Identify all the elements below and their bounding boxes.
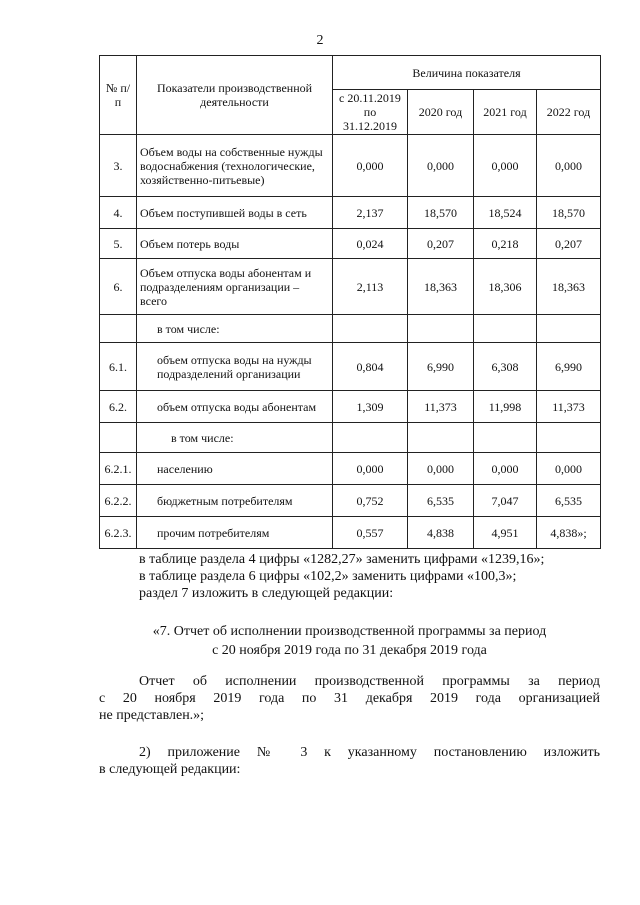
item-2-line: в следующей редакции: [99,762,241,777]
row-num: 6. [100,259,137,315]
row-value: 2,113 [333,259,408,315]
amendment-line: раздел 7 изложить в следующей редакции: [139,586,394,601]
table-row [100,517,601,549]
row-value: 6,308 [474,343,537,391]
row-value: 0,000 [537,135,601,197]
row-value: 1,309 [333,391,408,423]
row-value: 18,363 [408,259,474,315]
row-value [537,315,601,343]
row-label: Объем отпуска воды абонентам и подразделениям организации – всего [137,259,333,315]
row-value: 6,990 [537,343,601,391]
row-label: Объем поступившей воды в сеть [137,197,333,229]
production-indicators-table [99,55,601,549]
row-value: 0,024 [333,229,408,259]
page-number: 2 [316,33,324,48]
row-value: 11,373 [408,391,474,423]
row-value: 6,535 [537,485,601,517]
row-label: населению [137,453,333,485]
table-row [100,229,601,259]
row-value: 0,000 [333,135,408,197]
amendment-line: в таблице раздела 4 цифры «1282,27» заменить цифрами «1239,16»; [139,552,545,567]
header-col-2021: 2021 год [474,90,537,135]
item-2-paragraph [99,744,600,778]
header-col-2022: 2022 год [537,90,601,135]
header-value-group: Величина показателя [333,56,601,90]
row-value [333,423,408,453]
row-value: 0,000 [537,453,601,485]
section-7-title-line: «7. Отчет об исполнении производственной программы за период [152,624,547,639]
row-label: в том числе: [137,423,333,453]
table-row [100,423,601,453]
row-value [333,315,408,343]
header-num: № п/п [100,56,137,135]
header-col-period: с 20.11.2019 по 31.12.2019 [333,90,408,135]
row-label: в том числе: [137,315,333,343]
table-row [100,135,601,197]
section-7-body [99,673,600,724]
row-value: 18,363 [537,259,601,315]
row-value: 18,570 [537,197,601,229]
row-value: 2,137 [333,197,408,229]
section-7-body-line: Отчет об исполнении производственной программы за период [139,674,600,689]
header-col-2020: 2020 год [408,90,474,135]
row-value [537,423,601,453]
row-value: 4,951 [474,517,537,549]
row-value [474,315,537,343]
row-value: 0,207 [408,229,474,259]
row-label: объем отпуска воды абонентам [137,391,333,423]
row-num [100,423,137,453]
row-value: 0,557 [333,517,408,549]
row-value: 0,000 [474,135,537,197]
row-value: 0,752 [333,485,408,517]
row-num: 6.2.1. [100,453,137,485]
row-value: 4,838 [408,517,474,549]
table-row [100,391,601,423]
row-num: 6.2.3. [100,517,137,549]
header-indicator: Показатели производственной деятельности [137,56,333,135]
table-row [100,197,601,229]
section-7-body-line: с 20 ноября 2019 года по 31 декабря 2019 года организацией [99,691,600,706]
table-row [100,453,601,485]
section-7-title-line: с 20 ноября 2019 года по 31 декабря 2019 года [212,643,487,658]
row-label: объем отпуска воды на нужды подразделений организации [137,343,333,391]
row-value: 0,000 [408,453,474,485]
row-value: 18,570 [408,197,474,229]
row-value: 0,804 [333,343,408,391]
table-row [100,259,601,315]
row-num [100,315,137,343]
table-row [100,485,601,517]
row-value [474,423,537,453]
row-value: 0,000 [408,135,474,197]
row-value: 0,000 [333,453,408,485]
row-value [408,315,474,343]
row-num: 5. [100,229,137,259]
row-value: 18,524 [474,197,537,229]
row-label: Объем потерь воды [137,229,333,259]
table-row [100,343,601,391]
row-value: 18,306 [474,259,537,315]
item-2-line: 2) приложение № 3 к указанному постановлению изложить [139,745,600,760]
row-value: 0,000 [474,453,537,485]
row-value [408,423,474,453]
section-7-body-line: не представлен.»; [99,708,205,723]
amendment-line: в таблице раздела 6 цифры «102,2» заменить цифрами «100,3»; [139,569,517,584]
row-value: 6,535 [408,485,474,517]
row-num: 6.1. [100,343,137,391]
row-num: 4. [100,197,137,229]
row-value: 0,218 [474,229,537,259]
row-num: 6.2.2. [100,485,137,517]
row-label: Объем воды на собственные нужды водоснабжения (технологические, хозяйственно-питьевые) [137,135,333,197]
row-value: 11,373 [537,391,601,423]
row-label: бюджетным потребителям [137,485,333,517]
row-value: 11,998 [474,391,537,423]
row-num: 3. [100,135,137,197]
table-row [100,315,601,343]
amendments-list [99,551,600,602]
row-num: 6.2. [100,391,137,423]
row-label: прочим потребителям [137,517,333,549]
row-value: 4,838»; [537,517,601,549]
row-value: 6,990 [408,343,474,391]
section-7-title [99,622,600,660]
row-value: 7,047 [474,485,537,517]
row-value: 0,207 [537,229,601,259]
